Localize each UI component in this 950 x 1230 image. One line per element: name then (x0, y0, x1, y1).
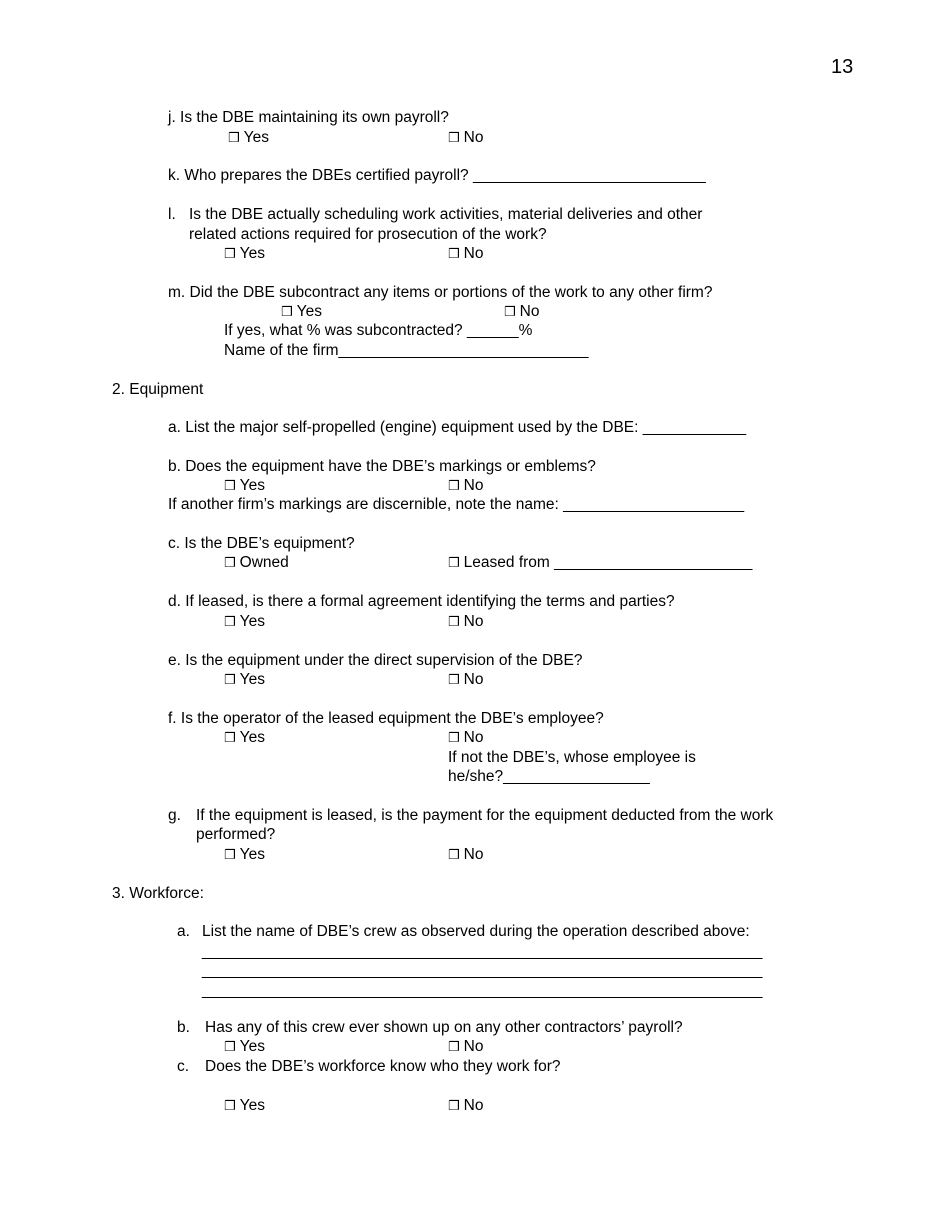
checkbox-2c-owned[interactable] (224, 553, 289, 573)
option-label: Yes (239, 613, 265, 630)
option-label: No (463, 477, 484, 494)
question-m-firm: Name of the firm_____________________________ (224, 342, 589, 359)
question-3a-marker: a. (177, 923, 190, 940)
question-2c: c. Is the DBE’s equipment? (168, 535, 355, 552)
question-m-percent: If yes, what % was subcontracted? ______% (224, 322, 533, 339)
checkbox-2d-no[interactable] (448, 612, 483, 632)
checkbox-icon: ❒ (224, 848, 236, 863)
checkbox-3b-yes[interactable] (224, 1037, 265, 1057)
option-label: No (519, 303, 540, 320)
checkbox-icon: ❒ (224, 247, 236, 262)
checkbox-j-no[interactable] (448, 128, 483, 148)
question-2a: a. List the major self-propelled (engine) equipment used by the DBE: ____________ (168, 419, 747, 436)
option-label: No (463, 671, 484, 688)
checkbox-2d-yes[interactable] (224, 612, 265, 632)
checkbox-icon: ❒ (448, 131, 460, 146)
checkbox-3b-no[interactable] (448, 1037, 483, 1057)
checkbox-2c-leased[interactable] (448, 553, 752, 573)
checkbox-icon: ❒ (448, 848, 460, 863)
question-l-marker: l. (168, 206, 176, 223)
crew-blank-line-2[interactable]: _________________________________________________________________ (202, 962, 763, 979)
option-label: Owned (239, 554, 289, 571)
checkbox-m-yes[interactable] (281, 302, 322, 322)
checkbox-j-yes[interactable] (228, 128, 269, 148)
option-label: Yes (239, 729, 265, 746)
checkbox-icon: ❒ (448, 673, 460, 688)
question-2b-note: If another firm’s markings are discernible, note the name: _____________________ (168, 496, 745, 513)
checkbox-icon: ❒ (448, 731, 460, 746)
crew-blank-line-1[interactable]: _________________________________________________________________ (202, 943, 763, 960)
option-label: Yes (296, 303, 322, 320)
question-2g-marker: g. (168, 807, 181, 824)
question-2b: b. Does the equipment have the DBE’s markings or emblems? (168, 458, 596, 475)
option-label: No (463, 245, 484, 262)
checkbox-3c-yes[interactable] (224, 1096, 265, 1116)
question-3c: Does the DBE’s workforce know who they work for? (205, 1058, 561, 1075)
checkbox-icon: ❒ (448, 247, 460, 262)
checkbox-icon: ❒ (224, 479, 236, 494)
question-2e: e. Is the equipment under the direct supervision of the DBE? (168, 652, 583, 669)
question-j: j. Is the DBE maintaining its own payroll? (168, 109, 449, 126)
checkbox-icon: ❒ (448, 556, 460, 571)
question-2f-followup-2: he/she?_________________ (448, 768, 650, 785)
checkbox-icon: ❒ (224, 615, 236, 630)
checkbox-icon: ❒ (224, 1040, 236, 1055)
checkbox-2b-no[interactable] (448, 476, 483, 496)
option-label: Yes (239, 1038, 265, 1055)
checkbox-icon: ❒ (448, 1099, 460, 1114)
checkbox-2f-no[interactable] (448, 728, 483, 748)
option-label: Yes (239, 846, 265, 863)
question-3a: List the name of DBE’s crew as observed during the operation described above: (202, 923, 750, 940)
checkbox-icon: ❒ (224, 731, 236, 746)
checkbox-2g-no[interactable] (448, 845, 483, 865)
section-equipment-heading: 2. Equipment (112, 381, 204, 398)
checkbox-icon: ❒ (281, 305, 293, 320)
checkbox-2e-no[interactable] (448, 670, 483, 690)
checkbox-icon: ❒ (448, 479, 460, 494)
checkbox-icon: ❒ (448, 1040, 460, 1055)
checkbox-2f-yes[interactable] (224, 728, 265, 748)
page-number: 13 (831, 56, 854, 78)
question-3c-marker: c. (177, 1058, 190, 1075)
option-label: No (463, 129, 484, 146)
checkbox-icon: ❒ (224, 556, 236, 571)
question-l-line2: related actions required for prosecution of the work? (189, 226, 547, 243)
checkbox-2b-yes[interactable] (224, 476, 265, 496)
option-label: Yes (239, 1097, 265, 1114)
question-k: k. Who prepares the DBEs certified payroll? ___________________________ (168, 167, 706, 184)
option-label: No (463, 1097, 484, 1114)
question-l-line1: Is the DBE actually scheduling work activities, material deliveries and other (189, 206, 703, 223)
question-m: m. Did the DBE subcontract any items or portions of the work to any other firm? (168, 284, 713, 301)
question-3b: Has any of this crew ever shown up on any other contractors’ payroll? (205, 1019, 683, 1036)
checkbox-l-yes[interactable] (224, 244, 265, 264)
option-label: Leased from _______________________ (463, 554, 753, 571)
checkbox-icon: ❒ (224, 673, 236, 688)
option-label: Yes (239, 477, 265, 494)
checkbox-icon: ❒ (504, 305, 516, 320)
option-label: Yes (239, 671, 265, 688)
question-2g-line1: If the equipment is leased, is the payment for the equipment deducted from the work (196, 807, 774, 824)
checkbox-icon: ❒ (448, 615, 460, 630)
checkbox-m-no[interactable] (504, 302, 539, 322)
checkbox-l-no[interactable] (448, 244, 483, 264)
option-label: No (463, 846, 484, 863)
question-2d: d. If leased, is there a formal agreement identifying the terms and parties? (168, 593, 675, 610)
option-label: Yes (243, 129, 269, 146)
crew-blank-line-3[interactable]: _________________________________________________________________ (202, 982, 763, 999)
question-2f-followup-1: If not the DBE’s, whose employee is (448, 749, 696, 766)
checkbox-2e-yes[interactable] (224, 670, 265, 690)
option-label: No (463, 1038, 484, 1055)
checkbox-icon: ❒ (224, 1099, 236, 1114)
checkbox-3c-no[interactable] (448, 1096, 483, 1116)
question-3b-marker: b. (177, 1019, 190, 1036)
option-label: No (463, 613, 484, 630)
question-2g-line2: performed? (196, 826, 276, 843)
checkbox-icon: ❒ (228, 131, 240, 146)
section-workforce-heading: 3. Workforce: (112, 885, 204, 902)
checkbox-2g-yes[interactable] (224, 845, 265, 865)
option-label: No (463, 729, 484, 746)
question-2f: f. Is the operator of the leased equipment the DBE’s employee? (168, 710, 604, 727)
option-label: Yes (239, 245, 265, 262)
